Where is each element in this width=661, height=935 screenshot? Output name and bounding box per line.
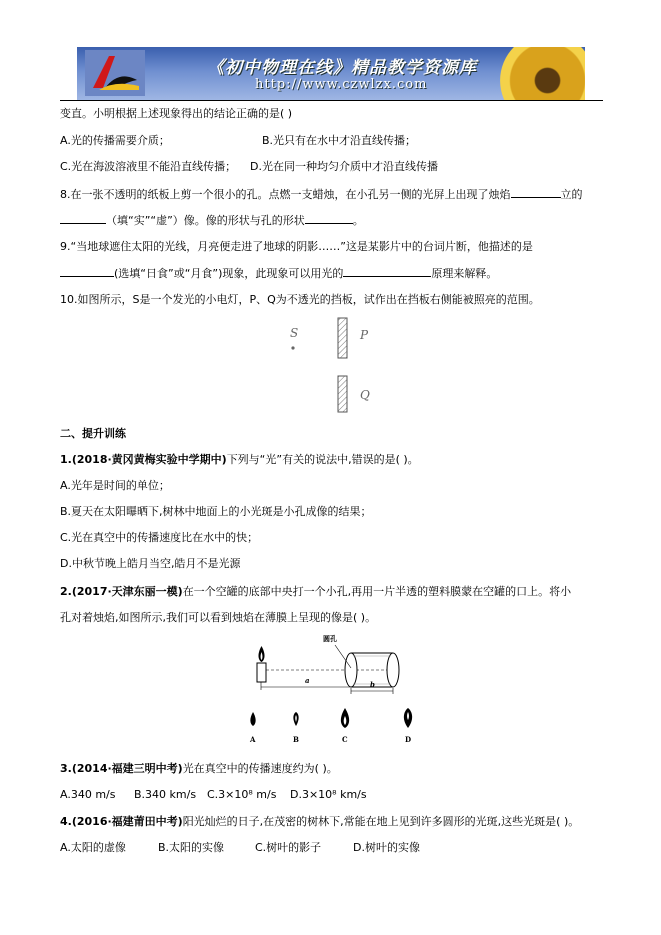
screen-q	[338, 376, 347, 412]
q8-line1	[60, 186, 583, 202]
p2-q1-option-a: A.光年是时间的单位；	[60, 479, 170, 492]
p2-q1	[60, 452, 419, 467]
q7-option-d: D.光在同一种均匀介质中才沿直线传播	[250, 160, 438, 173]
screen-p	[338, 318, 347, 358]
q9-text-2b: 原理来解释。	[431, 267, 498, 280]
q8-text-1b: 立的	[560, 188, 583, 201]
p2-q1-option-b: B.夏天在太阳曝晒下,树林中地面上的小光斑是小孔成像的结果；	[60, 505, 372, 518]
q7-option-c: C.光在海波溶液里不能沿直线传播；	[60, 160, 237, 173]
p2-q3-option-a: A.340 m/s	[60, 788, 116, 801]
can-membrane	[387, 653, 399, 687]
p2-q3-option-b: B.340 km/s	[134, 788, 197, 801]
label-b: b	[370, 680, 375, 689]
option-c-label: C	[342, 735, 348, 744]
label-s: S	[290, 326, 299, 340]
p2-q2	[60, 584, 571, 599]
p2-q3-option-c: C.3×10⁸ m/s	[207, 788, 277, 801]
label-p: P	[360, 328, 369, 342]
p2-q1-option-c: C.光在真空中的传播速度比在水中的快；	[60, 531, 259, 544]
q7-tail: 变直。小明根据上述现象得出的结论正确的是( )	[60, 107, 293, 120]
p2-q3-option-d: D.3×10⁸ km/s	[290, 788, 367, 801]
light-source-s	[291, 346, 294, 349]
p2-q2-line2: 孔对着烛焰,如图所示,我们可以看到烛焰在薄膜上呈现的像是( )。	[60, 611, 377, 624]
option-b-label: B	[293, 735, 299, 744]
p2-q1-text: 下列与“光”有关的说法中,错误的是( )。	[226, 453, 419, 466]
q9-blank-2[interactable]	[343, 265, 431, 277]
p2-q2-text: 在一个空罐的底部中央打一个小孔,再用一片半透的塑料膜蒙在空罐的口上。将小	[182, 585, 572, 598]
p2-q4-option-c: C.树叶的影子	[255, 841, 322, 854]
q2-figure	[235, 630, 425, 748]
candle-icon	[257, 663, 266, 682]
p2-q4-source: 4.(2016·福建莆田中考)	[60, 815, 183, 828]
p2-q4	[60, 814, 579, 829]
q8-text-2a: （填“实”“虚”）像。像的形状与孔的形状	[106, 214, 305, 227]
p2-q3-text: 光在真空中的传播速度约为( )。	[182, 762, 338, 775]
p2-q1-option-d: D.中秋节晚上皓月当空,皓月不是光源	[60, 557, 241, 570]
header-banner	[77, 47, 585, 100]
p2-q1-source: 1.(2018·黄冈黄梅实验中学期中)	[60, 453, 227, 466]
p2-q4-option-d: D.树叶的实像	[353, 841, 420, 854]
can-bottom	[345, 653, 357, 687]
p2-q2-source: 2.(2017·天津东丽一模)	[60, 585, 183, 598]
option-d-label: D	[405, 735, 412, 744]
banner-url: http://www.czwlzx.com	[255, 77, 428, 92]
q8-blank-2[interactable]	[60, 212, 106, 224]
p2-q4-option-a: A.太阳的虚像	[60, 841, 126, 854]
banner-title: 《初中物理在线》精品教学资源库	[207, 58, 477, 78]
pinhole-diagram	[235, 630, 425, 748]
q8-blank-1[interactable]	[511, 186, 561, 198]
q8-line2	[60, 212, 364, 228]
option-b-flame-icon	[293, 712, 298, 726]
p2-q3-source: 3.(2014·福建三明中考)	[60, 762, 183, 775]
section-heading: 二、提升训练	[60, 427, 126, 440]
p2-q3	[60, 761, 338, 776]
q8-blank-3[interactable]	[305, 212, 353, 224]
q7-option-b: B.光只有在水中才沿直线传播；	[262, 134, 417, 147]
p2-q4-option-b: B.太阳的实像	[158, 841, 225, 854]
q7-option-a: A.光的传播需要介质；	[60, 134, 170, 147]
option-d-flame-icon	[404, 708, 412, 728]
q10-text: 10.如图所示，S是一个发光的小电灯，P、Q为不透光的挡板，试作出在挡板右侧能被照亮的范围。	[60, 293, 540, 306]
label-hole: 圆孔	[323, 634, 337, 643]
sunflower-decoration	[500, 47, 585, 100]
option-a-flame-icon	[250, 712, 255, 726]
option-a-label: A	[250, 735, 256, 744]
option-c-flame-icon	[341, 708, 349, 728]
label-q: Q	[360, 388, 370, 402]
q9-line2	[60, 265, 497, 281]
q8-text-2b: 。	[352, 214, 364, 227]
header-divider	[60, 100, 603, 101]
q9-text-2a: (选填“日食”或“月食”)现象，此现象可以用光的	[114, 267, 344, 280]
q10-figure	[280, 316, 390, 416]
label-a: a	[305, 676, 310, 685]
site-logo-icon	[85, 50, 145, 96]
q8-text-1a: 8.在一张不透明的纸板上剪一个很小的孔。点燃一支蜡烛，在小孔另一侧的光屏上出现了烛焰	[60, 188, 511, 201]
q9-line1: 9.“当地球遮住太阳的光线，月亮便走进了地球的阴影……”这是某影片中的台词片断，他描述的是	[60, 240, 533, 253]
p2-q4-text: 阳光灿烂的日子,在茂密的树林下,常能在地上见到许多圆形的光斑,这些光斑是( )。	[182, 815, 580, 828]
q9-blank-1[interactable]	[60, 265, 114, 277]
